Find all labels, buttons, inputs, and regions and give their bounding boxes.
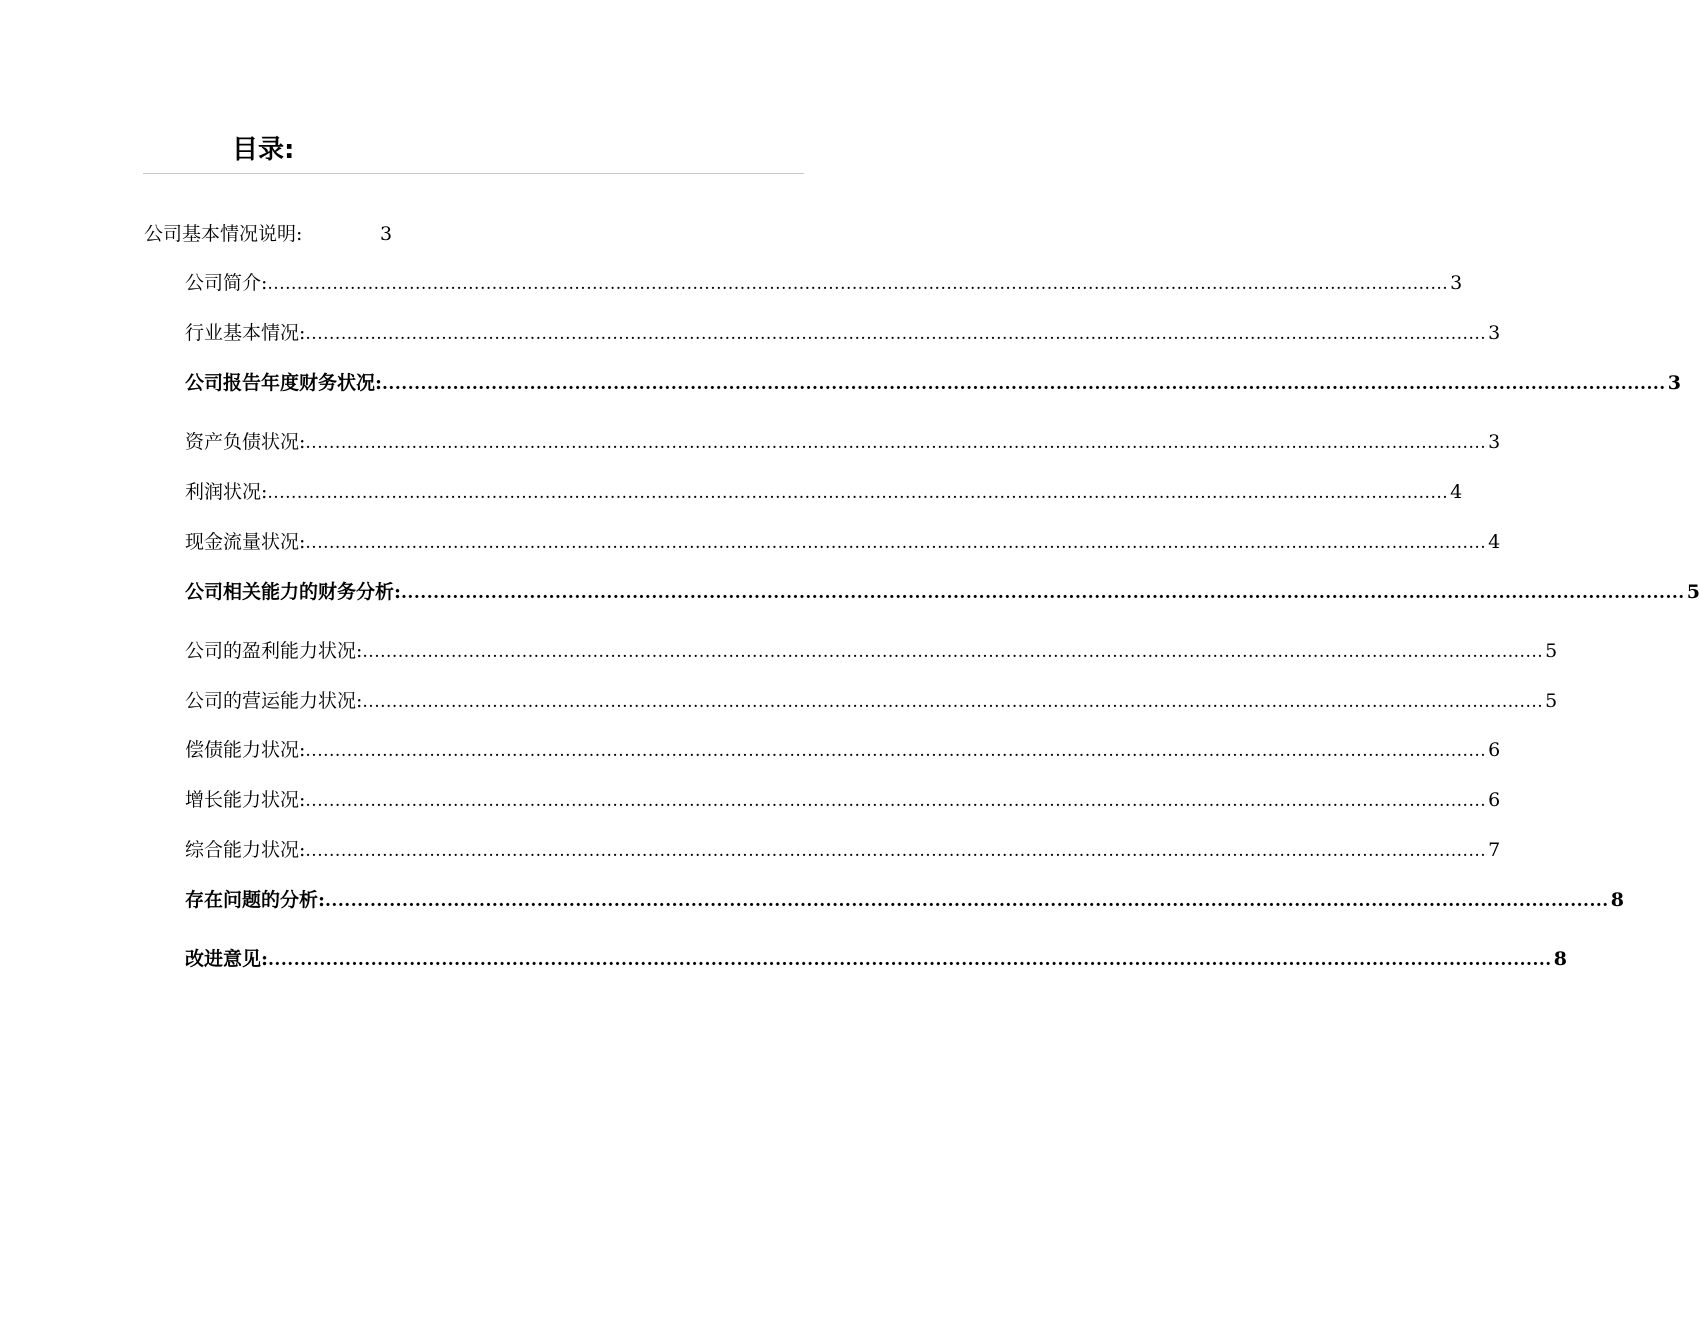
toc-entry[interactable] — [185, 579, 1700, 605]
toc-entry-label: 增长能力状况: — [185, 789, 306, 811]
dot-leader: ........................................................................................................................................................................................................ — [305, 841, 1487, 861]
toc-entry-page: 3 — [1488, 431, 1501, 453]
toc-title: 目录: — [232, 135, 295, 165]
toc-entry-label: 公司的盈利能力状况: — [185, 640, 363, 662]
dot-leader: ........................................................................................................................................................................................................ — [267, 483, 1449, 503]
toc-entry[interactable] — [185, 429, 1501, 455]
toc-entry[interactable] — [185, 479, 1463, 505]
dot-leader: ........................................................................................................................................................................................................ — [305, 324, 1487, 344]
dot-leader: ........................................................................................................................................................................................................ — [305, 791, 1487, 811]
toc-entry[interactable] — [185, 688, 1558, 714]
dot-leader: ........................................................................................................................................................................................................ — [305, 741, 1487, 761]
toc-entry-label: 公司的营运能力状况: — [185, 690, 363, 712]
toc-entry[interactable] — [185, 270, 1463, 296]
toc-entry-page: 7 — [1488, 839, 1501, 861]
toc-entry-label: 偿债能力状况: — [185, 739, 306, 761]
toc-entry[interactable] — [185, 737, 1501, 763]
toc-entry[interactable] — [185, 370, 1681, 396]
toc-entry-page: 5 — [1545, 690, 1558, 712]
toc-entry-label: 行业基本情况: — [185, 322, 306, 344]
dot-leader: ........................................................................................................................................................................................................ — [401, 583, 1685, 603]
toc-heading-page: 3 — [380, 223, 393, 245]
toc-entry-label: 资产负债状况: — [185, 431, 306, 453]
toc-entry[interactable] — [185, 787, 1501, 813]
toc-entry[interactable] — [185, 320, 1501, 346]
toc-entry-page: 3 — [1488, 322, 1501, 344]
dot-leader: ........................................................................................................................................................................................................ — [382, 374, 1666, 394]
toc-entry-label: 改进意见: — [185, 948, 269, 970]
toc-entry-label: 公司相关能力的财务分析: — [185, 581, 402, 603]
toc-entry-page: 8 — [1553, 948, 1567, 970]
toc-entry-page: 8 — [1610, 889, 1624, 911]
dot-leader: ........................................................................................................................................................................................................ — [268, 950, 1552, 970]
toc-entry-label: 综合能力状况: — [185, 839, 306, 861]
toc-entry-label: 利润状况: — [185, 481, 268, 503]
toc-entry-page: 4 — [1450, 481, 1463, 503]
dot-leader: ........................................................................................................................................................................................................ — [305, 433, 1487, 453]
toc-entry-page: 6 — [1488, 789, 1501, 811]
toc-heading-label: 公司基本情况说明: — [144, 223, 303, 245]
toc-entry[interactable] — [185, 946, 1567, 972]
dot-leader: ........................................................................................................................................................................................................ — [305, 533, 1487, 553]
toc-entry[interactable] — [185, 837, 1501, 863]
toc-entry-label: 存在问题的分析: — [185, 889, 326, 911]
toc-entry-page: 5 — [1686, 581, 1700, 603]
dot-leader: ........................................................................................................................................................................................................ — [362, 642, 1544, 662]
toc-entry[interactable] — [185, 887, 1624, 913]
toc-entry-page: 5 — [1545, 640, 1558, 662]
dot-leader: ........................................................................................................................................................................................................ — [362, 692, 1544, 712]
toc-entry[interactable] — [185, 638, 1558, 664]
toc-entry-page: 3 — [1667, 372, 1681, 394]
toc-entry-page: 3 — [1450, 272, 1463, 294]
toc-entry-page: 6 — [1488, 739, 1501, 761]
toc-entry-label: 公司简介: — [185, 272, 268, 294]
toc-entry-page: 4 — [1488, 531, 1501, 553]
toc-entry-label: 公司报告年度财务状况: — [185, 372, 383, 394]
toc-entry[interactable] — [185, 529, 1501, 555]
dot-leader: ........................................................................................................................................................................................................ — [267, 274, 1449, 294]
dot-leader: ........................................................................................................................................................................................................ — [325, 891, 1609, 911]
toc-entry-label: 现金流量状况: — [185, 531, 306, 553]
